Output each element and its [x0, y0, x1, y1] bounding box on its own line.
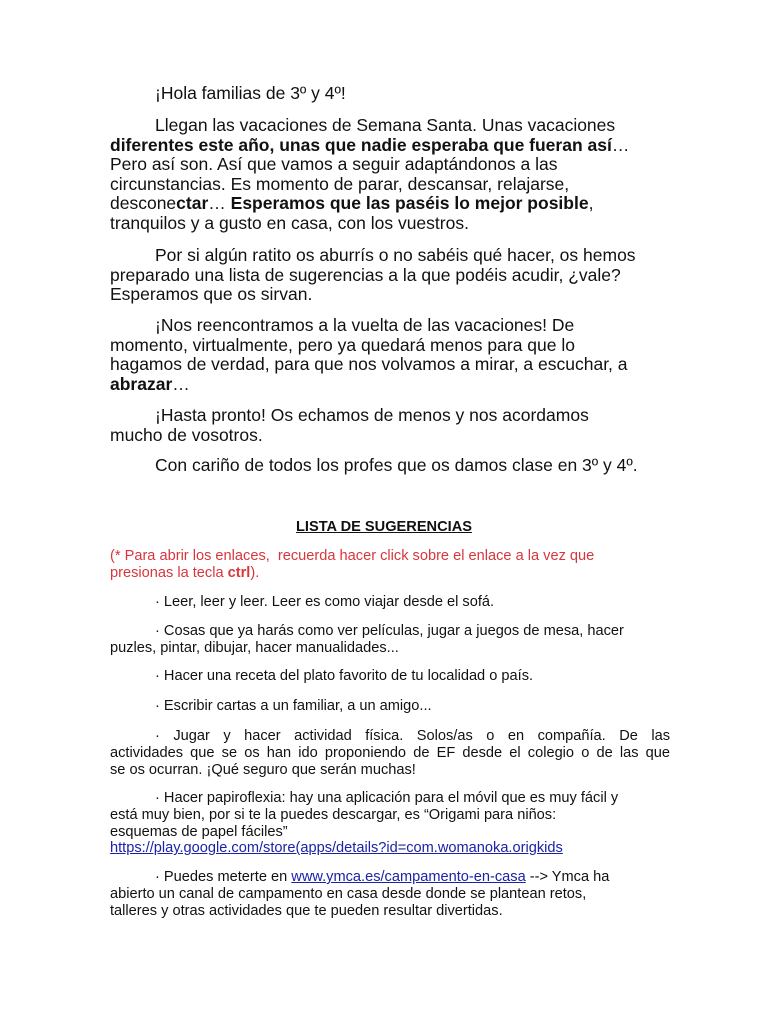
paragraph [110, 406, 670, 445]
text-line [110, 246, 670, 266]
text-line [110, 316, 670, 336]
text: está muy bien, por si te la puedes descargar, es “Origami para niños: [110, 806, 557, 823]
text-line [110, 406, 670, 426]
paragraph [110, 316, 670, 394]
text: puzles, pintar, dibujar, hacer manualidades... [110, 639, 399, 656]
paragraph [110, 869, 670, 919]
text: Pero así son. Así que vamos a seguir adaptándonos a las [110, 154, 558, 175]
text-line [110, 745, 670, 762]
text: Con cariño de todos los profes que os damos clase en 3º y 4º. [155, 455, 638, 475]
text: mucho de vosotros. [110, 424, 263, 445]
text: · Leer, leer y leer. Leer es como viajar desde el sofá. [155, 594, 495, 610]
hyperlink[interactable]: https://play.google.com/store(apps/details?id=com.womanoka.origkids [110, 840, 563, 857]
text-line [110, 668, 670, 685]
text-line [110, 214, 670, 234]
paragraph [110, 594, 670, 611]
text: · Hacer papiroflexia: hay una aplicación para el móvil que es muy fácil y [155, 790, 619, 806]
text: · Hacer una receta del plato favorito de tu localidad o país. [155, 668, 534, 684]
text: esquemas de papel fáciles” [110, 823, 288, 840]
text: descone [110, 193, 177, 214]
text-line [110, 155, 670, 175]
text: ). [250, 564, 260, 581]
text: … [611, 134, 630, 155]
text-line [110, 194, 670, 214]
text-line [110, 355, 670, 375]
text-line [110, 136, 670, 156]
text-line [110, 594, 670, 611]
paragraph [110, 456, 670, 476]
hyperlink[interactable]: www.ymca.es/campamento-en-casa [291, 869, 526, 885]
text-line [110, 762, 670, 779]
text-line [110, 456, 670, 476]
text: , [588, 193, 594, 214]
paragraph [110, 116, 670, 234]
text-line [110, 640, 670, 657]
text-line [110, 116, 670, 136]
section-title: LISTA DE SUGERENCIAS [296, 519, 472, 535]
text-line [110, 698, 670, 715]
text-line [110, 375, 670, 395]
text: … [208, 193, 231, 214]
text-line [110, 869, 670, 886]
bold-text: diferentes este año, unas que nadie esperaba que fueran así [110, 134, 612, 155]
text: presionas la tecla [110, 564, 228, 581]
text: · Jugar y hacer actividad física. Solos/as o en compañía. De las [155, 728, 670, 744]
text: tranquilos y a gusto en casa, con los vuestros. [110, 212, 469, 233]
text: actividades que se os han ido proponiendo de EF desde el colegio o de las que [110, 744, 670, 761]
text-line [110, 886, 670, 903]
text: momento, virtualmente, pero ya quedará menos para que lo [110, 334, 575, 355]
text-line [110, 623, 670, 640]
paragraph [110, 548, 670, 582]
text-line [110, 824, 670, 841]
text: abierto un canal de campamento en casa desde donde se plantean retos, [110, 885, 587, 902]
text-line [110, 728, 670, 745]
paragraph [110, 246, 670, 305]
paragraph [110, 84, 670, 104]
text-line [110, 266, 670, 286]
text-line [110, 790, 670, 807]
bold-text: ctar [176, 193, 209, 214]
text: (* Para abrir los enlaces, recuerda hacer click sobre el enlace a la vez que [110, 548, 595, 564]
paragraph [110, 668, 670, 685]
text: ¡Hasta pronto! Os echamos de menos y nos acordamos [155, 405, 589, 425]
bold-text: Esperamos que las paséis lo mejor posible [230, 193, 589, 214]
text: talleres y otras actividades que te pueden resultar divertidas. [110, 902, 503, 919]
text: ¡Nos reencontramos a la vuelta de las vacaciones! De [155, 315, 575, 335]
text: … [172, 373, 190, 394]
text-line [110, 426, 670, 446]
text-line [110, 807, 670, 824]
text-line [110, 84, 670, 104]
text: --> Ymca ha [525, 869, 610, 885]
paragraph [110, 698, 670, 715]
bold-text: abrazar [110, 373, 173, 394]
text: Esperamos que os sirvan. [110, 284, 313, 305]
text-line [110, 175, 670, 195]
text-line [110, 903, 670, 920]
text: Llegan las vacaciones de Semana Santa. Unas vacaciones [155, 115, 616, 135]
text: preparado una lista de sugerencias a la que podéis acudir, ¿vale? [110, 264, 621, 285]
text: Por si algún ratito os aburrís o no sabéis qué hacer, os hemos [155, 245, 636, 265]
text: hagamos de verdad, para que nos volvamos a mirar, a escuchar, a [110, 354, 628, 375]
text-line [110, 548, 670, 565]
text-line [110, 336, 670, 356]
text-line [110, 840, 670, 857]
paragraph [110, 790, 670, 857]
text: · Cosas que ya harás como ver películas, jugar a juegos de mesa, hacer [155, 623, 624, 639]
text: se os ocurran. ¡Qué seguro que serán muchas! [110, 761, 416, 778]
text: ¡Hola familias de 3º y 4º! [155, 83, 346, 103]
bold-text: ctrl [227, 564, 251, 581]
text-line [110, 285, 670, 305]
paragraph [110, 728, 670, 778]
text-line [110, 565, 670, 582]
text: · Escribir cartas a un familiar, a un amigo... [155, 698, 432, 714]
paragraph [110, 623, 670, 657]
text: · Puedes meterte en [155, 869, 292, 885]
text: circunstancias. Es momento de parar, descansar, relajarse, [110, 173, 570, 194]
